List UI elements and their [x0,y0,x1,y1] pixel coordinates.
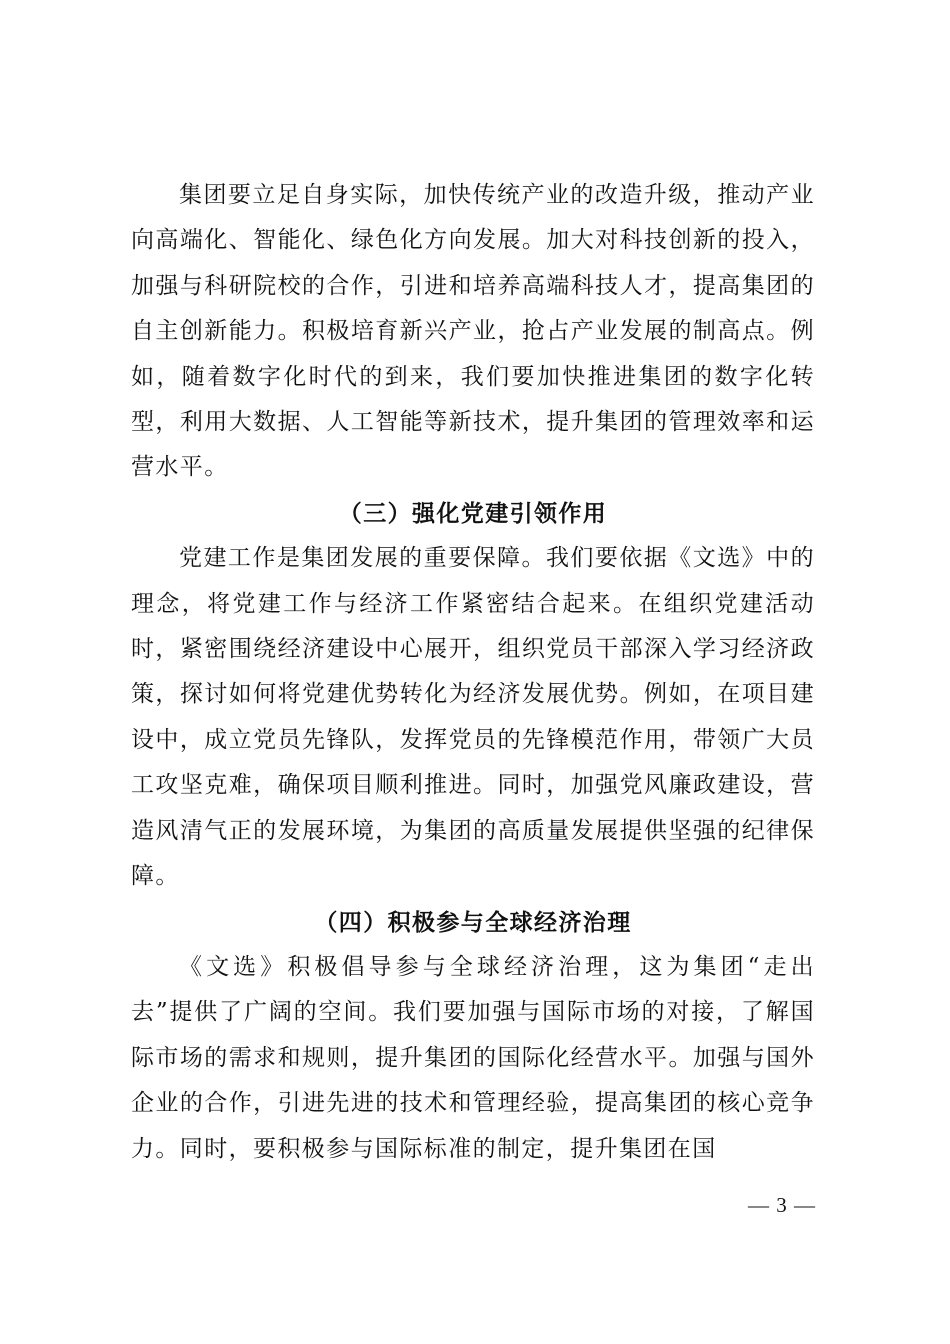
section-heading-party-building: （三）强化党建引领作用 [338,499,608,527]
section-heading-global-governance: （四）积极参与全球经济治理 [314,908,632,936]
paragraph-global-governance: 《文选》积极倡导参与全球经济治理，这为集团“走出去”提供了广阔的空间。我们要加强与国际市场的对接，了解国际市场的需求和规则，提升集团的国际化经营水平。加强与国外企业的合作，引进先进的技术和管理经验，提高集团的核心竞争力。同时，要积极参与国际标准的制定，提升集团在国 [131,953,815,1162]
page-number: — 3 — [748,1193,816,1217]
paragraph-industry-upgrade: 集团要立足自身实际，加快传统产业的改造升级，推动产业向高端化、智能化、绿色化方向发展。加大对科技创新的投入，加强与科研院校的合作，引进和培养高端科技人才，提高集团的自主创新能力。积极培育新兴产业，抢占产业发展的制高点。例如，随着数字化时代的到来，我们要加快推进集团的数字化转型，利用大数据、人工智能等新技术，提升集团的管理效率和运营水平。 [131,182,815,481]
body-text [131,173,815,1172]
paragraph-party-building: 党建工作是集团发展的重要保障。我们要依据《文选》中的理念，将党建工作与经济工作紧密结合起来。在组织党建活动时，紧密围绕经济建设中心展开，组织党员干部深入学习经济政策，探讨如何将党建优势转化为经济发展优势。例如，在项目建设中，成立党员先锋队，发挥党员的先锋模范作用，带领广大员工攻坚克难，确保项目顺利推进。同时，加强党风廉政建设，营造风清气正的发展环境，为集团的高质量发展提供坚强的纪律保障。 [131,545,815,890]
